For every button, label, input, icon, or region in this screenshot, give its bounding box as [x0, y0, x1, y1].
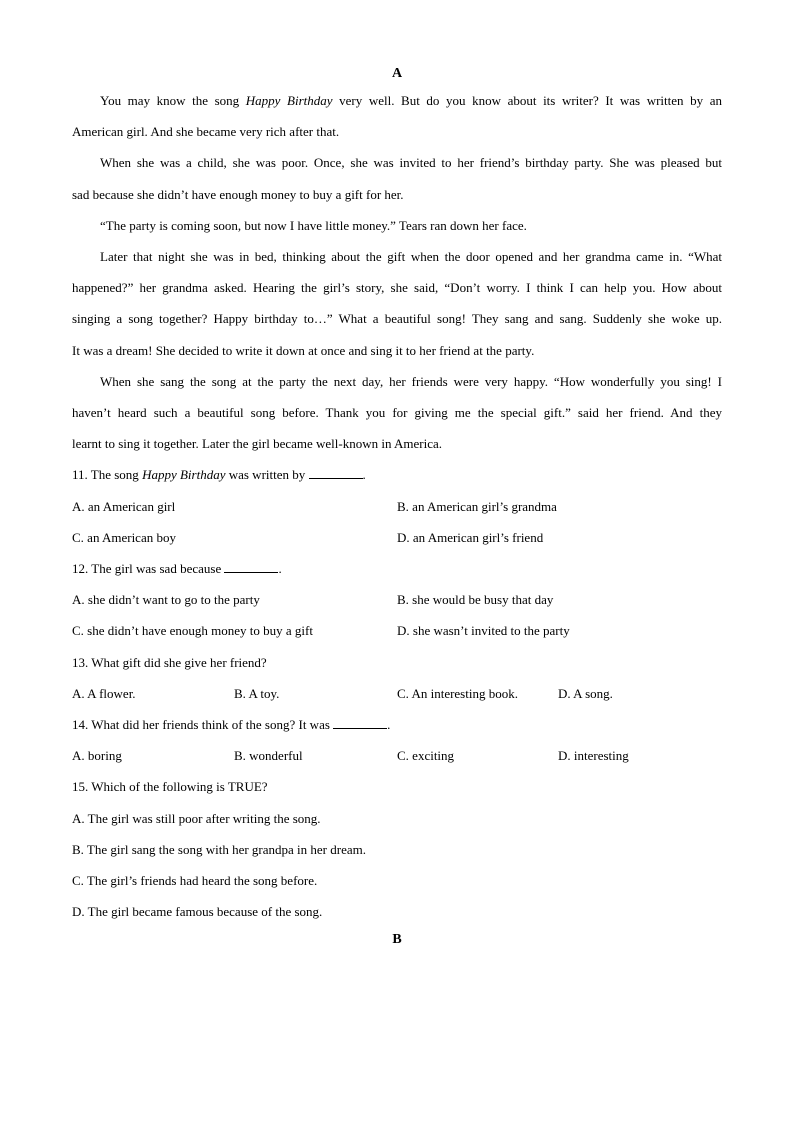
section-a-heading: A: [391, 66, 403, 81]
passage-line: learnt to sing it together. Later the girl became well-known in America.: [72, 436, 443, 451]
option-b[interactable]: B. A toy.: [234, 686, 280, 701]
passage-line: When she was a child, she was poor. Once, she was invited to her friend’s birthday party. She was pleased but: [100, 155, 722, 170]
passage-line: It was a dream! She decided to write it down at once and sing it to her friend at the party.: [72, 343, 535, 358]
option-b[interactable]: B. The girl sang the song with her grandpa in her dream.: [72, 842, 366, 857]
section-b-heading: B: [392, 932, 402, 947]
passage-line: American girl. And she became very rich after that.: [72, 124, 340, 139]
option-c[interactable]: C. exciting: [397, 748, 455, 763]
passage-line: sad because she didn’t have enough money to buy a gift for her.: [72, 187, 404, 202]
option-a[interactable]: A. The girl was still poor after writing the song.: [72, 811, 321, 826]
option-b[interactable]: B. wonderful: [234, 748, 303, 763]
option-a[interactable]: A. boring: [72, 748, 122, 763]
option-c[interactable]: C. An interesting book.: [397, 686, 518, 701]
option-d[interactable]: D. The girl became famous because of the song.: [72, 904, 323, 919]
answer-blank[interactable]: [309, 466, 363, 479]
option-a[interactable]: A. A flower.: [72, 686, 136, 701]
passage-line: You may know the song Happy Birthday very well. But do you know about its writer? It was written by an: [100, 93, 722, 108]
option-a[interactable]: A. she didn’t want to go to the party: [72, 592, 260, 607]
option-c[interactable]: C. she didn’t have enough money to buy a gift: [72, 623, 313, 638]
question-stem: 12. The girl was sad because .: [72, 561, 282, 576]
option-d[interactable]: D. interesting: [558, 748, 629, 763]
passage-line: haven’t heard such a beautiful song before. Thank you for giving me the special gift.” said her friend. And they: [72, 405, 722, 420]
passage-line: singing a song together? Happy birthday to…” What a beautiful song! They sang and sang. Suddenly she woke up.: [72, 311, 722, 326]
option-c[interactable]: C. The girl’s friends had heard the song before.: [72, 873, 318, 888]
passage-line: When she sang the song at the party the next day, her friends were very happy. “How wonderfully you sing! I: [100, 374, 722, 389]
song-title: Happy Birthday: [245, 93, 333, 108]
option-d[interactable]: D. an American girl’s friend: [397, 530, 544, 545]
option-d[interactable]: D. A song.: [558, 686, 613, 701]
question-stem: 13. What gift did she give her friend?: [72, 655, 267, 670]
option-a[interactable]: A. an American girl: [72, 499, 176, 514]
option-c[interactable]: C. an American boy: [72, 530, 176, 545]
passage-line: Later that night she was in bed, thinking about the gift when the door opened and her grandma came in. “What: [100, 249, 722, 264]
question-stem: 11. The song Happy Birthday was written by .: [72, 467, 366, 482]
question-stem: 14. What did her friends think of the song? It was .: [72, 717, 391, 732]
question-stem: 15. Which of the following is TRUE?: [72, 779, 268, 794]
option-b[interactable]: B. an American girl’s grandma: [397, 499, 557, 514]
answer-blank[interactable]: [333, 716, 387, 729]
passage-line: “The party is coming soon, but now I have little money.” Tears ran down her face.: [100, 218, 527, 233]
option-b[interactable]: B. she would be busy that day: [397, 592, 554, 607]
passage-line: happened?” her grandma asked. Hearing the girl’s story, she said, “Don’t worry. I think I can help you. How about: [72, 280, 722, 295]
answer-blank[interactable]: [224, 560, 278, 573]
option-d[interactable]: D. she wasn’t invited to the party: [397, 623, 570, 638]
